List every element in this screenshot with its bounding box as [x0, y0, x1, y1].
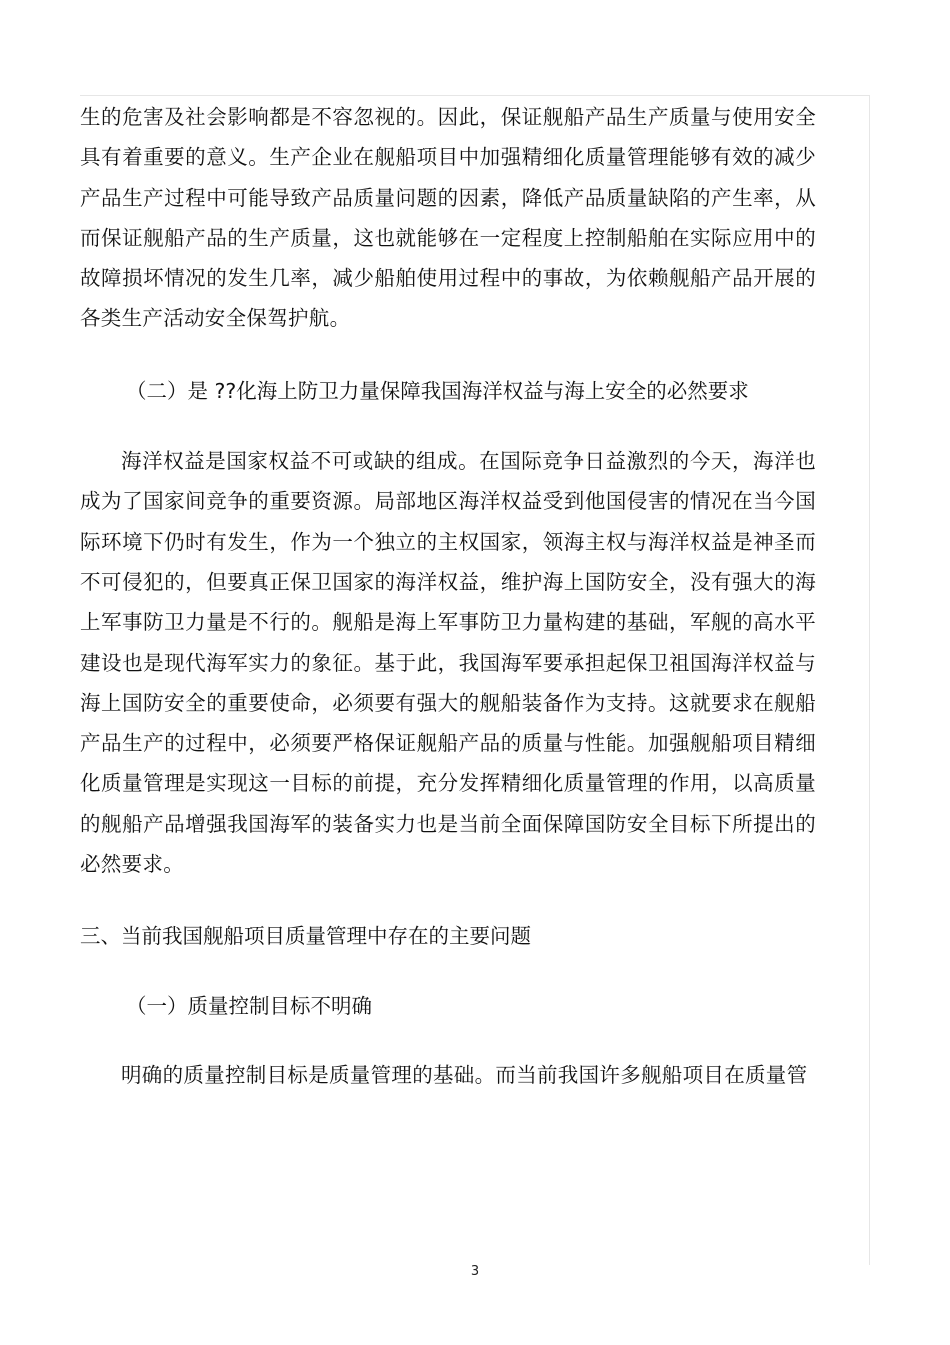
body-paragraph-3: 明确的质量控制目标是质量管理的基础。而当前我国许多舰船项目在质量管 — [121, 1062, 808, 1087]
document-body — [80, 97, 816, 1095]
section-heading-3-1: （一）质量控制目标不明确 — [126, 993, 372, 1018]
body-paragraph-1: 生的危害及社会影响都是不容忽视的。因此，保证舰船产品生产质量与使用安全具有着重要的意义。生产企业在舰船项目中加强精细化质量管理能够有效的减少产品生产过程中可能导致产品质量问题的因素，降低产品质量缺陷的产生率，从而保证舰船产品的生产质量，这也就能够在一定程度上控制船舶在实际应用中的故障损坏情况的发生几率，减少船舶使用过程中的事故，为依赖舰船产品开展的各类生产活动安全保驾护航。 — [80, 105, 816, 331]
page-number: 3 — [470, 1264, 480, 1279]
section-heading-2: （二）是 ??化海上防卫力量保障我国海洋权益与海上安全的必然要求 — [126, 378, 749, 403]
chapter-heading-3: 三、当前我国舰船项目质量管理中存在的主要问题 — [80, 924, 531, 949]
body-paragraph-2: 海洋权益是国家权益不可或缺的组成。在国际竞争日益激烈的今天，海洋也成为了国家间竞争的重要资源。局部地区海洋权益受到他国侵害的情况在当今国际环境下仍时有发生，作为一个独立的主权国家，领海主权与海洋权益是神圣而不可侵犯的，但要真正保卫国家的海洋权益，维护海上国防安全，没有强大的海上军事防卫力量是不行的。舰船是海上军事防卫力量构建的基础，军舰的高水平建设也是现代海军实力的象征。基于此，我国海军要承担起保卫祖国海洋权益与海上国防安全的重要使命，必须要有强大的舰船装备作为支持。这就要求在舰船产品生产的过程中，必须要严格保证舰船产品的质量与性能。加强舰船项目精细化质量管理是实现这一目标的前提，充分发挥精细化质量管理的作用，以高质量的舰船产品增强我国海军的装备实力也是当前全面保障国防安全目标下所提出的必然要求。 — [80, 449, 816, 877]
